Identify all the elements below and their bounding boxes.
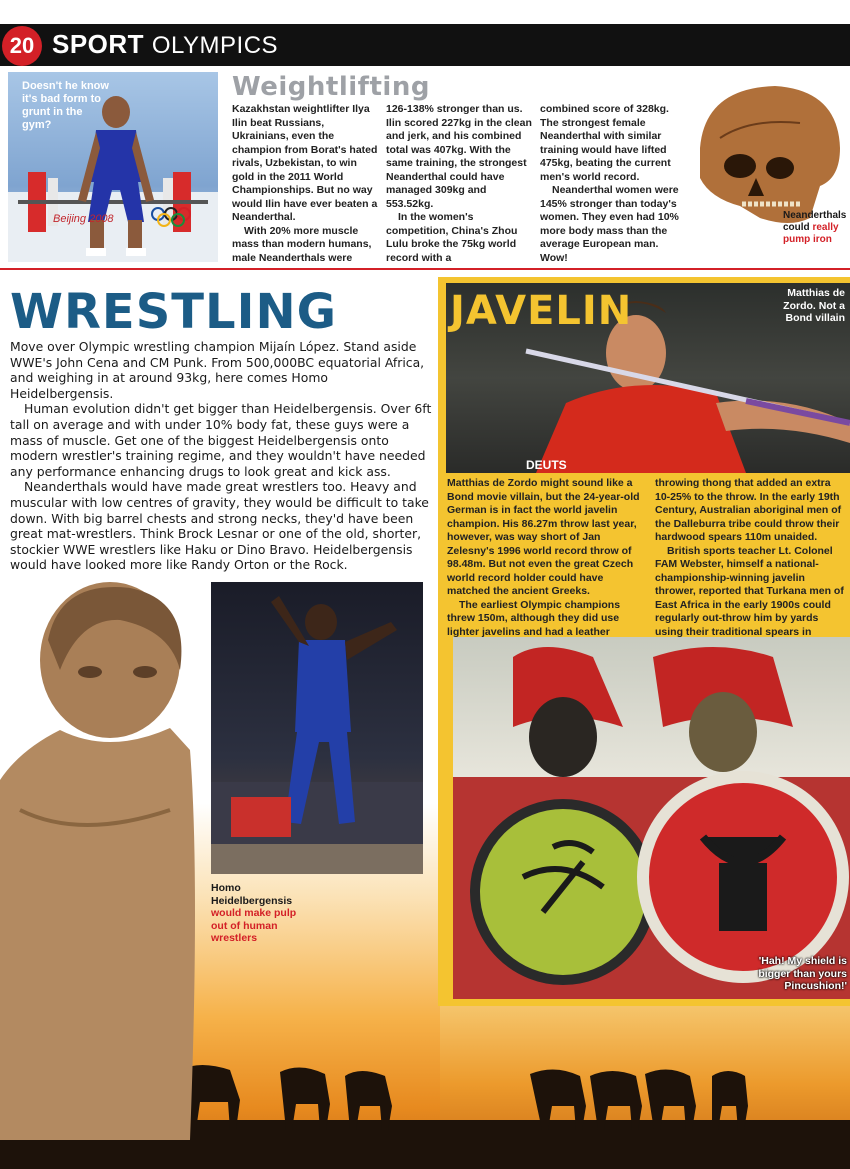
beijing-logo-text: Beijing 2008 [53,213,114,225]
skull-caption-text: Neanderthals could [783,210,847,233]
weightlifting-column-1 [232,103,378,265]
mud-man-illustration [0,580,200,1140]
paragraph: Neanderthal women were 145% stronger than today's women. They even had 10% more body mass than the average European man. Wow! [540,184,679,264]
paragraph: The earliest Olympic champions threw 150m, although they did use lighter javelins and had a leather [447,598,621,638]
page-number: 20 [2,26,42,66]
homo-caption-highlight: would make pulp out of human wrestlers [211,907,297,944]
paragraph: Matthias de Zordo might sound like a Bond movie villain, but the 24-year-old German is in fact the world javelin champion. His 86.27m throw last year, however, was way short of Jan Zelesny's 1996 world record throw of 98.48m. But not even the great Czech world record holder could have matched the ancient Greeks. [447,477,640,597]
paragraph: combined score of 328kg. The strongest female Neanderthal with similar training would have lifted 475kg, beating the current men's world record. [540,103,671,183]
homo-caption [211,882,301,945]
wrestler-illustration [211,582,423,874]
subsection-label: OLYMPICS [151,32,279,59]
paragraph: Human evolution didn't get bigger than Heidelbergensis. Over 6ft tall on average and with under 10% body fat, these guys were a mass of muscle. Get one of the biggest Heidelbergensis onto modern wrestler's training regime, and they wouldn't have needed any performance enhancing drugs to look great and kick ass. [10,401,432,479]
weightlifter-caption: Doesn't he know it's bad form to grunt in the gym? [22,80,109,131]
paragraph: British sports teacher Lt. Colonel FAM Webster, himself a national-championship-winning javelin thrower, reported that Turkana men of East Africa in the early 1900s could regularly out-throw him by yards using their traditional spears in [655,544,844,638]
section-label: SPORT [52,29,145,59]
paragraph: In the women's competition, China's Zhou Lulu broke the 75kg world record with a [386,211,518,264]
section-title [52,29,278,60]
spartan-caption: 'Hah! My shield is bigger than yours Pincushion!' [758,955,847,992]
paragraph: Neanderthals would have made great wrestlers too. Heavy and muscular with low centres of gravity, they would be difficult to take down. With big barrel chests and strong necks, they'd have been great mat-wrestlers. Think Brock Lesnar or one of the old, shorter, stockier WWE wrestlers like Haku or Dino Bravo. Heidelbergensis would have looked more like Randy Orton or the Rock. [10,479,429,573]
homo-heidelbergensis-figure [0,580,200,1140]
paragraph: Kazakhstan weightlifter Ilya Ilin beat Russians, Ukrainians, even the champion from Borat's hated rivals, Uzbekistan, to win gold in the 2011 World Championships. But no way would Ilin have ever beaten a Neanderthal. [232,103,378,223]
wrestler-photo [211,582,423,874]
spartan-illustration [453,637,850,999]
weightlifting-column-3 [540,103,680,265]
javelin-photo-caption: Matthias de Zordo. Not a Bond villain [783,287,845,324]
paragraph: 126-138% stronger than us. Ilin scored 227kg in the clean and jerk, and his combined total was 407kg. With the same training, the strongest Neanderthal could have managed 309kg and 553.52kg. [386,103,532,210]
javelin-column-1 [447,477,642,639]
jersey-text: DEUTS [526,458,567,472]
section-divider [0,268,850,270]
spartan-warriors-photo [453,637,850,999]
homo-caption-text: Homo Heidelbergensis [211,882,293,907]
weightlifting-column-2 [386,103,532,265]
paragraph: throwing thong that added an extra 10-25% to the throw. In the early 19th Century, Australian aboriginal men of the Dalleburra tribe could throw their hardwood spears 110m unaided. [655,477,842,543]
javelin-title: JAVELIN [450,288,633,334]
skull-caption [783,210,850,246]
paragraph: With 20% more muscle mass than modern humans, male Neanderthals were [232,224,372,264]
javelin-column-2 [655,477,847,653]
wrestling-title: WRESTLING [10,284,338,340]
paragraph: Move over Olympic wrestling champion Mijaín López. Stand aside WWE's John Cena and CM Punk. From 500,000BC equatorial Africa, and weighing in at around 93kg, here comes Homo Heidelbergensis. [10,339,425,401]
skull-caption-highlight: really pump iron [783,222,839,245]
weightlifting-title: Weightlifting [232,72,430,102]
wrestling-article [10,339,435,573]
